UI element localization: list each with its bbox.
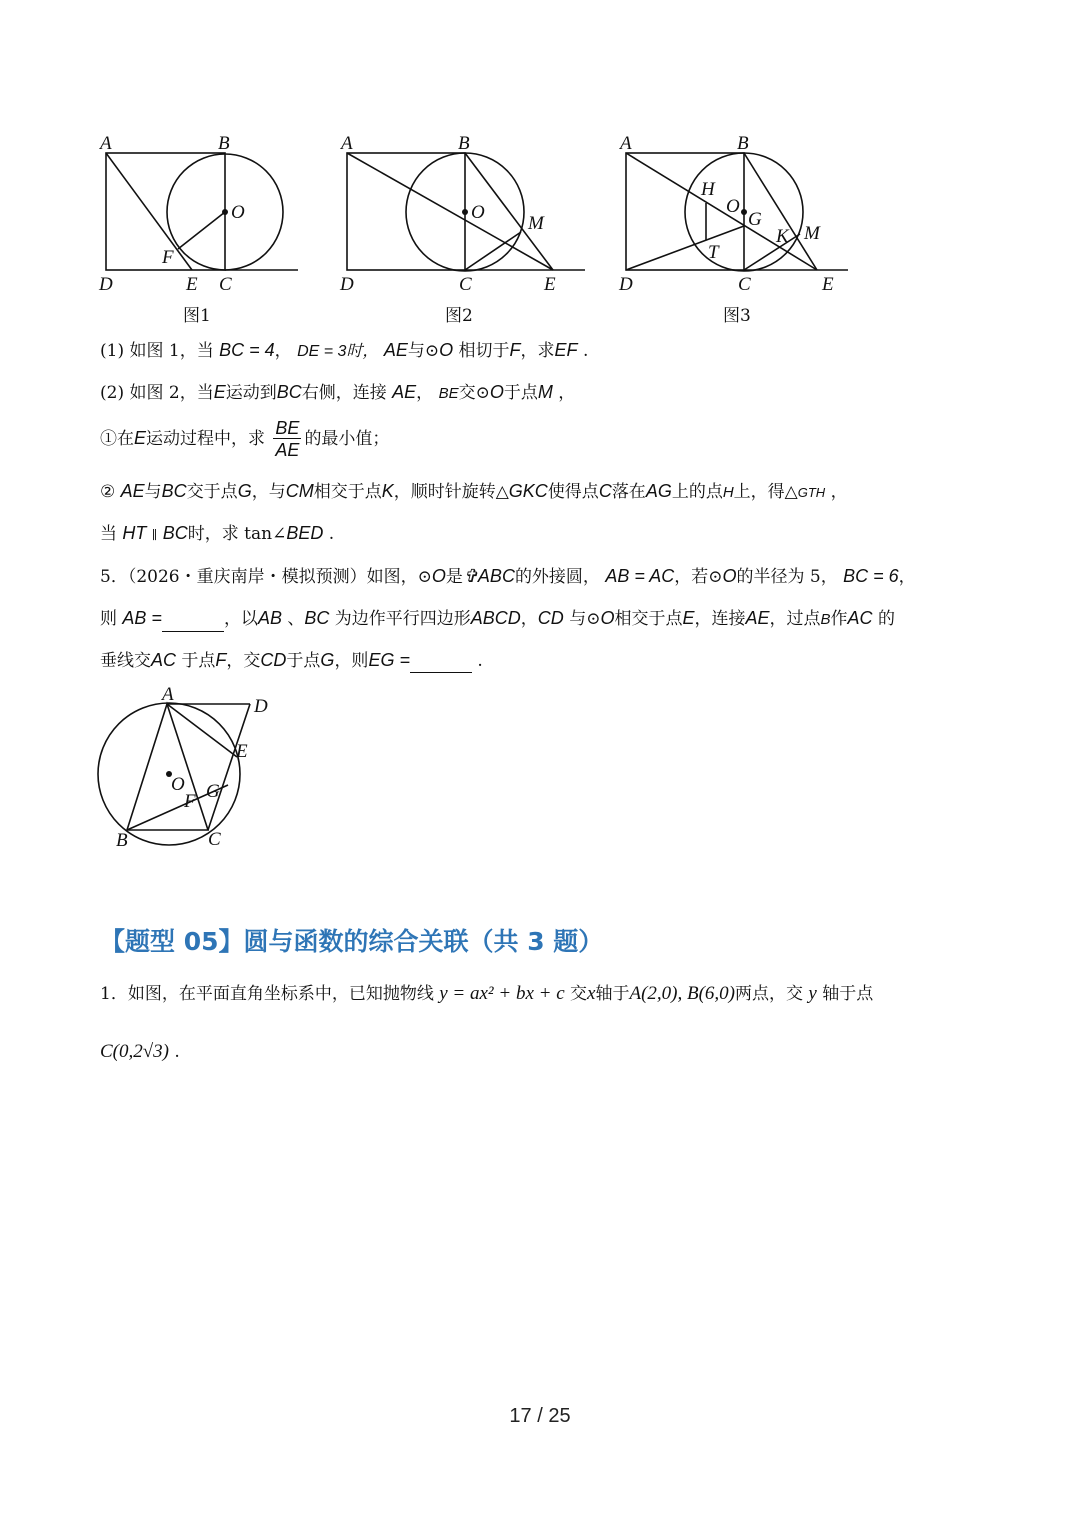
figure-4	[80, 680, 300, 860]
fig3-label-b: B	[737, 133, 749, 154]
fig1-label-c: C	[219, 274, 232, 295]
text: 相交于点	[614, 609, 683, 629]
math: HT	[122, 523, 147, 543]
problem5-line2	[100, 606, 895, 632]
text: ，则	[334, 651, 369, 671]
fig3-label-c: C	[738, 274, 751, 295]
text: 轴于点	[822, 984, 874, 1004]
math: AE	[392, 382, 417, 402]
text: (1) 如图 1，当	[100, 341, 214, 361]
problem4-q1	[100, 338, 588, 364]
math: CD	[260, 650, 287, 670]
math: G	[237, 481, 252, 501]
fig2-label-a: A	[341, 133, 353, 154]
text: 与	[144, 482, 162, 502]
text: 交⊙	[458, 383, 490, 403]
problem4-q2a	[100, 418, 389, 461]
fig3-label-o: O	[726, 196, 740, 217]
fig3-label-d: D	[619, 274, 633, 295]
math: F	[509, 340, 521, 360]
math: O	[439, 340, 454, 360]
math: GTH	[797, 485, 826, 500]
math: EF	[554, 340, 578, 360]
problem6-line1	[100, 982, 873, 1006]
numerator: BE	[275, 418, 300, 438]
problem4-q2c	[100, 521, 334, 547]
fig1-caption: 图1	[183, 306, 211, 326]
math: GKC	[508, 481, 548, 501]
math: BC	[304, 608, 330, 628]
math: EG =	[368, 650, 410, 670]
math: G	[320, 650, 335, 670]
math: C	[598, 481, 612, 501]
text: ②	[100, 482, 121, 502]
text: ①在	[100, 429, 134, 449]
text: 时，求 tan∠	[187, 524, 287, 544]
fig1-label-b: B	[218, 133, 230, 154]
math: BC = 6	[843, 566, 899, 586]
math: CD	[537, 608, 564, 628]
math: F	[215, 650, 227, 670]
math: E	[682, 608, 695, 628]
fig3-label-k: K	[776, 226, 789, 247]
math: AB = AC	[605, 566, 675, 586]
text: (2) 如图 2，当	[100, 383, 214, 403]
fig3-label-e: E	[822, 274, 834, 295]
math: M	[537, 382, 553, 402]
math: AE	[745, 608, 770, 628]
text: .	[328, 524, 335, 544]
fig1-label-o: O	[231, 202, 245, 223]
math: BC	[162, 523, 188, 543]
text: 右侧，连接	[301, 383, 387, 403]
text: ∥	[151, 528, 158, 542]
text: 运动到	[225, 383, 277, 403]
text: ，	[558, 383, 576, 403]
math: E	[213, 382, 226, 402]
text: 上，得△	[733, 482, 798, 502]
fig2-label-b: B	[458, 133, 470, 154]
math: y	[808, 983, 817, 1004]
text: 于点	[181, 651, 216, 671]
text: 的外接圆，	[514, 567, 600, 587]
denominator: AE	[275, 440, 300, 460]
math: x	[587, 983, 596, 1004]
text: ，	[520, 609, 538, 629]
math: BE	[438, 385, 459, 402]
math: AC	[151, 650, 177, 670]
text: 与⊙	[407, 341, 440, 361]
math-parabola: y = ax² + bx + c	[439, 983, 565, 1004]
text: 相交于点	[313, 482, 382, 502]
math: O	[722, 566, 737, 586]
text: ，	[274, 341, 292, 361]
text: 两点，交	[735, 984, 804, 1004]
math: O	[600, 608, 615, 628]
math: E	[134, 428, 147, 448]
fig4-label-g: G	[206, 781, 220, 802]
fig4-label-a: A	[162, 684, 174, 705]
problem4-q2b	[100, 479, 848, 505]
math-points: A(2,0), B(6,0)	[629, 983, 736, 1004]
fig2-label-c: C	[459, 274, 472, 295]
text: 交于点	[186, 482, 238, 502]
text: 使得点	[547, 482, 599, 502]
text: 作	[830, 609, 848, 629]
problem5-line3	[100, 648, 483, 673]
text: 5．（2026・重庆南岸・模拟预测）如图，⊙	[100, 567, 432, 587]
fig1-label-f: F	[162, 247, 174, 268]
fig3-label-h: H	[701, 179, 715, 200]
text: 上的点	[671, 482, 723, 502]
math: AB =	[122, 608, 162, 628]
text: ，	[898, 567, 916, 587]
fig1-label-e: E	[186, 274, 198, 295]
math: DE = 3时，	[297, 343, 379, 360]
math: O	[489, 382, 504, 402]
math: AB	[257, 608, 282, 628]
problem4-q2	[100, 380, 575, 406]
text: 1．如图，在平面直角坐标系中，已知抛物线	[100, 984, 434, 1004]
fraction-be-over-ae	[273, 418, 301, 461]
text: 落在	[611, 482, 646, 502]
math: BC	[161, 481, 187, 501]
fig4-label-b: B	[116, 830, 128, 851]
text: 于点	[286, 651, 321, 671]
text: 当	[100, 524, 117, 544]
text: ，过点	[769, 609, 821, 629]
text: 轴于	[595, 984, 630, 1004]
figure-1	[106, 153, 298, 270]
text: 与⊙	[569, 609, 601, 629]
text: 交	[570, 984, 588, 1004]
math: K	[381, 481, 394, 501]
text: 是	[445, 567, 463, 587]
text: 为边作平行四边形	[334, 609, 471, 629]
fig2-label-o: O	[471, 202, 485, 223]
text: 的半径为 5，	[736, 567, 838, 587]
math: H	[722, 484, 734, 501]
math: BC = 4	[219, 340, 275, 360]
text: 于点	[503, 383, 538, 403]
section-heading: 【题型 05】圆与函数的综合关联（共 3 题）	[100, 927, 604, 956]
fig4-label-d: D	[254, 696, 268, 717]
text: 的最小值；	[304, 429, 390, 449]
page-number: 17 / 25	[509, 1405, 571, 1427]
math: AC	[847, 608, 873, 628]
fig1-label-a: A	[100, 133, 112, 154]
fig3-label-t: T	[708, 242, 719, 263]
problem6-line2	[100, 1040, 180, 1064]
text: 运动过程中，求	[146, 429, 266, 449]
text: ，连接	[694, 609, 746, 629]
fig3-label-a: A	[620, 133, 632, 154]
text: .	[477, 651, 483, 671]
text: ，	[416, 383, 434, 403]
fig2-label-d: D	[340, 274, 354, 295]
text: ，求	[520, 341, 555, 361]
fig3-label-m: M	[804, 223, 820, 244]
math: B	[820, 611, 831, 628]
text: ，交	[226, 651, 261, 671]
text: ，与	[251, 482, 286, 502]
problem5-line1	[100, 564, 916, 589]
fig1-label-d: D	[99, 274, 113, 295]
figures-row	[0, 110, 1080, 330]
fig4-label-f: F	[184, 791, 196, 812]
text: 相切于	[458, 341, 510, 361]
math: BC	[276, 382, 302, 402]
text: 则	[100, 609, 117, 629]
fig2-caption: 图2	[445, 306, 473, 326]
text: .	[582, 341, 589, 361]
fig2-label-m: M	[528, 213, 544, 234]
math: ABCD	[470, 608, 521, 628]
math: AE	[120, 481, 145, 501]
math: CM	[285, 481, 314, 501]
text: ，顺时针旋转△	[393, 482, 509, 502]
math: ✞ABC	[462, 566, 515, 586]
text: .	[174, 1042, 180, 1062]
fig4-label-e: E	[236, 741, 248, 762]
math: AG	[645, 481, 672, 501]
fig3-caption: 图3	[723, 306, 751, 326]
fig2-label-e: E	[544, 274, 556, 295]
text: ，	[830, 482, 848, 502]
math-point-c: C(0,2√3)	[100, 1041, 170, 1062]
text: 的	[877, 609, 895, 629]
answer-blank-ab[interactable]	[162, 613, 224, 632]
text: 垂线交	[100, 651, 151, 671]
math: O	[431, 566, 446, 586]
text: 、	[287, 609, 305, 629]
text: ，以	[223, 609, 258, 629]
fig4-label-o: O	[171, 774, 185, 795]
math: BED	[286, 523, 324, 543]
answer-blank-eg[interactable]	[410, 654, 472, 673]
text: ，若⊙	[674, 567, 723, 587]
math: AE	[383, 340, 408, 360]
fig4-label-c: C	[208, 829, 221, 850]
fig3-label-g: G	[748, 209, 762, 230]
